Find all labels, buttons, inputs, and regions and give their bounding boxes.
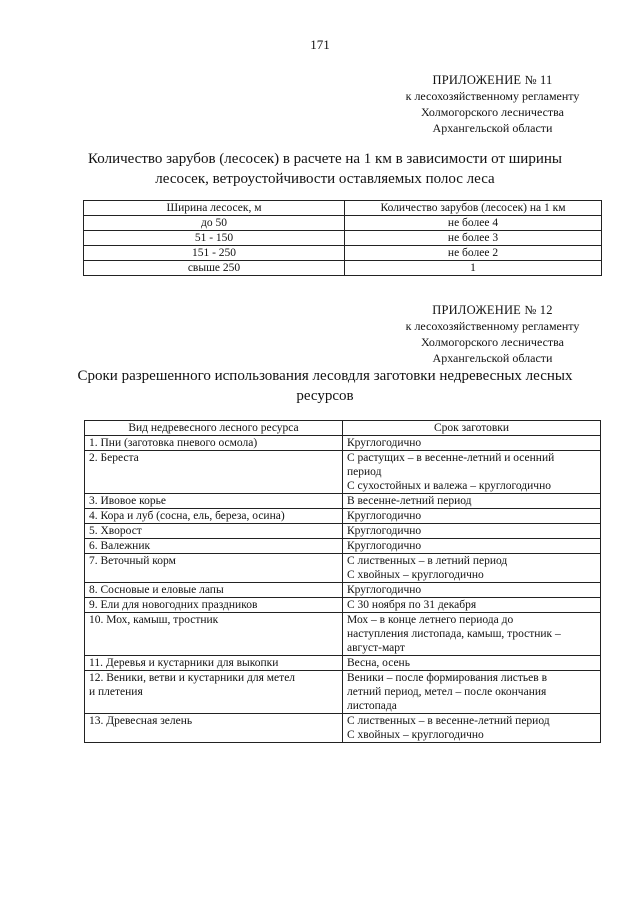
table-row: [84, 231, 602, 246]
appendix-line: к лесохозяйственному регламенту: [405, 89, 580, 103]
table-row: [85, 494, 601, 509]
cell-line: С хвойных – круглогодично: [347, 569, 484, 581]
cell-line: Круглогодично: [347, 437, 422, 449]
felling-count-table: [83, 200, 602, 276]
appendix-12-header: [380, 302, 605, 366]
cell-line: С сухостойных и валежа – круглогодично: [347, 480, 551, 492]
cell-line: Мох – в конце летнего периода до: [347, 614, 514, 626]
harvest-term-cell: [343, 494, 601, 509]
table-row: [85, 509, 601, 524]
cell-line: 11. Деревья и кустарники для выкопки: [89, 657, 279, 669]
table-row: [85, 539, 601, 554]
cell-line: 7. Веточный корм: [89, 555, 176, 567]
resource-type-cell: [85, 714, 343, 743]
cell-line: 12. Веники, ветви и кустарники для метел: [89, 672, 296, 684]
harvest-term-cell: [343, 509, 601, 524]
table-cell: до 50: [84, 216, 345, 231]
cell-line: С 30 ноября по 31 декабря: [347, 599, 477, 611]
resource-type-cell: [85, 436, 343, 451]
column-header: Срок заготовки: [343, 421, 601, 436]
harvest-term-cell: [343, 524, 601, 539]
harvest-term-cell: [343, 671, 601, 714]
table-cell: 51 - 150: [84, 231, 345, 246]
table-cell: не более 3: [345, 231, 602, 246]
table-cell: свыше 250: [84, 261, 345, 276]
column-header: Количество зарубов (лесосек) на 1 км: [345, 201, 602, 216]
heading-line: ресурсов: [296, 388, 354, 404]
harvest-term-cell: [343, 554, 601, 583]
appendix-line: Архангельской области: [432, 121, 553, 135]
cell-line: наступления листопада, камыш, тростник –: [347, 628, 561, 640]
harvest-term-cell: [343, 613, 601, 656]
table-row: [85, 598, 601, 613]
resource-type-cell: [85, 671, 343, 714]
resource-type-cell: [85, 494, 343, 509]
table-row: [85, 656, 601, 671]
column-header: Вид недревесного лесного ресурса: [85, 421, 343, 436]
column-header: Ширина лесосек, м: [84, 201, 345, 216]
heading-line: лесосек, ветроустойчивости оставляемых полос леса: [155, 171, 495, 187]
appendix-title: ПРИЛОЖЕНИЕ № 11: [432, 73, 553, 87]
cell-line: Круглогодично: [347, 584, 422, 596]
table-row: [85, 451, 601, 494]
appendix-line: Холмогорского лесничества: [421, 335, 564, 349]
table-row: [85, 583, 601, 598]
heading-line: Сроки разрешенного использования лесовдля заготовки недревесных лесных: [77, 368, 573, 384]
cell-line: 6. Валежник: [89, 540, 151, 552]
cell-line: С растущих – в весенне-летний и осенний: [347, 452, 555, 464]
cell-line: летний период, метел – после окончания: [347, 686, 547, 698]
table-cell: не более 2: [345, 246, 602, 261]
table-cell: 151 - 250: [84, 246, 345, 261]
appendix-line: Холмогорского лесничества: [421, 105, 564, 119]
cell-line: 2. Береста: [89, 452, 139, 464]
cell-line: 10. Мох, камыш, тростник: [89, 614, 219, 626]
harvest-term-cell: [343, 539, 601, 554]
harvest-term-cell: [343, 583, 601, 598]
table-cell: не более 4: [345, 216, 602, 231]
cell-line: август-март: [347, 642, 405, 654]
appendix-line: к лесохозяйственному регламенту: [405, 319, 580, 333]
cell-line: Круглогодично: [347, 525, 422, 537]
cell-line: 13. Древесная зелень: [89, 715, 193, 727]
harvest-term-cell: [343, 714, 601, 743]
cell-line: Веники – после формирования листьев в: [347, 672, 548, 684]
resource-type-cell: [85, 598, 343, 613]
cell-line: листопада: [347, 700, 397, 712]
cell-line: 5. Хворост: [89, 525, 142, 537]
cell-line: Весна, осень: [347, 657, 410, 669]
cell-line: Круглогодично: [347, 540, 422, 552]
table-header-row: [85, 421, 601, 436]
table-row: [84, 246, 602, 261]
table-row: [85, 613, 601, 656]
appendix-11-header: [380, 72, 605, 136]
cell-line: С лиственных – в летний период: [347, 555, 508, 567]
harvest-term-cell: [343, 598, 601, 613]
resource-type-cell: [85, 451, 343, 494]
cell-line: 8. Сосновые и еловые лапы: [89, 584, 224, 596]
resource-type-cell: [85, 554, 343, 583]
table-row: [85, 714, 601, 743]
table-header-row: [84, 201, 602, 216]
non-wood-resources-table: [84, 420, 601, 743]
harvest-term-cell: [343, 451, 601, 494]
resource-type-cell: [85, 656, 343, 671]
table-cell: 1: [345, 261, 602, 276]
cell-line: и плетения: [89, 686, 143, 698]
cell-line: 4. Кора и луб (сосна, ель, береза, осина): [89, 510, 285, 522]
resource-type-cell: [85, 613, 343, 656]
cell-line: С лиственных – в весенне-летний период: [347, 715, 550, 727]
cell-line: 3. Ивовое корье: [89, 495, 166, 507]
appendix-title: ПРИЛОЖЕНИЕ № 12: [432, 303, 553, 317]
resource-type-cell: [85, 524, 343, 539]
table-row: [85, 671, 601, 714]
table-row: [85, 436, 601, 451]
cell-line: 9. Ели для новогодних праздников: [89, 599, 258, 611]
resource-type-cell: [85, 583, 343, 598]
table1-heading: [70, 149, 580, 189]
resource-type-cell: [85, 509, 343, 524]
page-number: 171: [310, 37, 330, 52]
harvest-term-cell: [343, 656, 601, 671]
harvest-term-cell: [343, 436, 601, 451]
heading-line: Количество зарубов (лесосек) в расчете на 1 км в зависимости от ширины: [88, 151, 562, 167]
table-row: [85, 554, 601, 583]
table-row: [85, 524, 601, 539]
table-row: [84, 261, 602, 276]
resource-type-cell: [85, 539, 343, 554]
cell-line: период: [347, 466, 382, 478]
cell-line: 1. Пни (заготовка пневого осмола): [89, 437, 258, 449]
appendix-line: Архангельской области: [432, 351, 553, 365]
table2-heading: [70, 366, 580, 406]
cell-line: Круглогодично: [347, 510, 422, 522]
cell-line: С хвойных – круглогодично: [347, 729, 484, 741]
table-row: [84, 216, 602, 231]
cell-line: В весенне-летний период: [347, 495, 472, 507]
